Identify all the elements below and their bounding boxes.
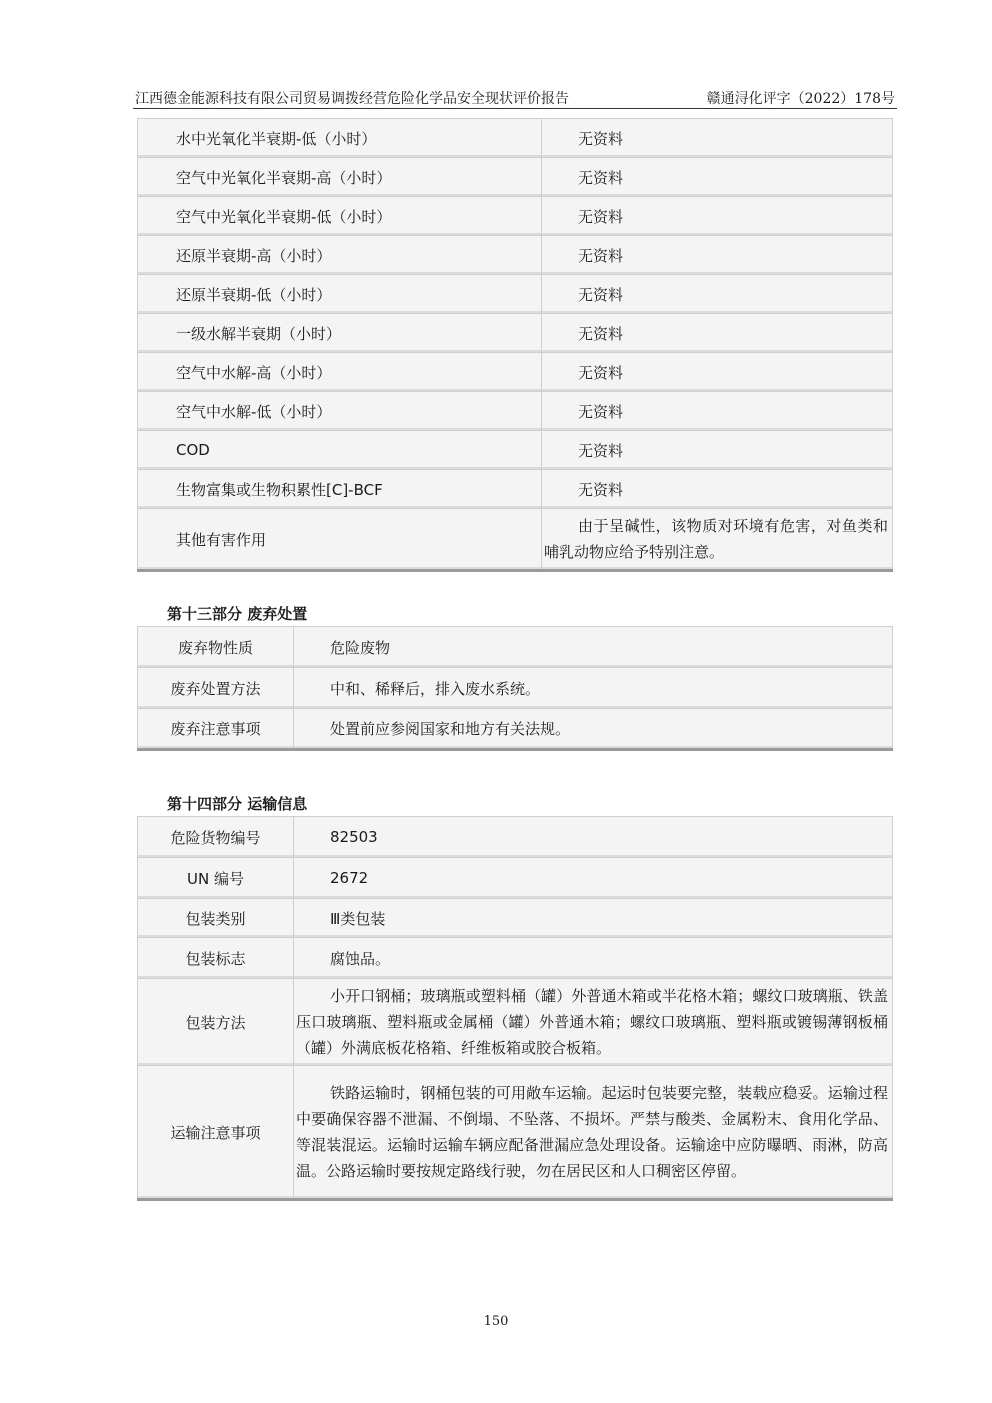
table-row — [138, 158, 893, 197]
row-value: 无资料 — [542, 353, 893, 392]
row-value: 无资料 — [542, 431, 893, 470]
row-key: COD — [138, 431, 542, 470]
row-key: 空气中光氧化半衰期-高（小时） — [138, 158, 542, 197]
page-number: 150 — [483, 1314, 509, 1329]
row-key: 空气中光氧化半衰期-低（小时） — [138, 197, 542, 236]
row-key: 还原半衰期-高（小时） — [138, 236, 542, 275]
row-key: 包装标志 — [138, 938, 294, 979]
row-value: 82503 — [294, 817, 893, 858]
section-14-title: 第十四部分 运输信息 — [167, 795, 308, 813]
table-row — [138, 709, 893, 750]
row-key: 水中光氧化半衰期-低（小时） — [138, 119, 542, 158]
table-row — [138, 119, 893, 158]
row-key: 运输注意事项 — [138, 1066, 294, 1200]
table-row — [138, 627, 893, 668]
row-key: UN 编号 — [138, 858, 294, 899]
row-value: 中和、稀释后，排入废水系统。 — [294, 668, 893, 709]
table-row — [138, 197, 893, 236]
document-number: 赣通浔化评字（2022）178号 — [706, 91, 895, 107]
row-value: Ⅲ类包装 — [294, 899, 893, 938]
table-row — [138, 314, 893, 353]
table-row — [138, 979, 893, 1066]
row-value: 铁路运输时，钢桶包装的可用敞车运输。起运时包装要完整，装载应稳妥。运输过程中要确保容器不泄漏、不倒塌、不坠落、不损坏。严禁与酸类、金属粉末、食用化学品、等混装混运。运输时运输车辆应配备泄漏应急处理设备。运输途中应防曝晒、雨淋，防高温。公路运输时要按规定路线行驶，勿在居民区和人口稠密区停留。 — [294, 1066, 893, 1200]
row-value: 无资料 — [542, 314, 893, 353]
row-key: 废弃处置方法 — [138, 668, 294, 709]
row-value: 无资料 — [542, 470, 893, 509]
row-value: 由于呈碱性，该物质对环境有危害，对鱼类和哺乳动物应给予特别注意。 — [542, 509, 893, 571]
row-value: 无资料 — [542, 197, 893, 236]
row-key: 生物富集或生物积累性[C]-BCF — [138, 470, 542, 509]
row-value: 腐蚀品。 — [294, 938, 893, 979]
ecology-table — [137, 118, 893, 572]
row-key: 一级水解半衰期（小时） — [138, 314, 542, 353]
row-key: 包装类别 — [138, 899, 294, 938]
row-key: 空气中水解-高（小时） — [138, 353, 542, 392]
row-value: 2672 — [294, 858, 893, 899]
report-title: 江西德金能源科技有限公司贸易调拨经营危险化学品安全现状评价报告 — [135, 91, 569, 107]
table-row — [138, 668, 893, 709]
page-header — [133, 86, 897, 109]
row-value: 小开口钢桶；玻璃瓶或塑料桶（罐）外普通木箱或半花格木箱；螺纹口玻璃瓶、铁盖压口玻璃瓶、塑料瓶或金属桶（罐）外普通木箱；螺纹口玻璃瓶、塑料瓶或镀锡薄钢板桶（罐）外满底板花格箱、纤维板箱或胶合板箱。 — [294, 979, 893, 1066]
row-value: 无资料 — [542, 119, 893, 158]
table-row — [138, 353, 893, 392]
table-row — [138, 509, 893, 571]
row-value: 无资料 — [542, 158, 893, 197]
row-value: 危险废物 — [294, 627, 893, 668]
row-key: 空气中水解-低（小时） — [138, 392, 542, 431]
row-value: 无资料 — [542, 392, 893, 431]
row-key: 其他有害作用 — [138, 509, 542, 571]
table-row — [138, 899, 893, 938]
row-key: 废弃注意事项 — [138, 709, 294, 750]
row-value: 处置前应参阅国家和地方有关法规。 — [294, 709, 893, 750]
table-row — [138, 392, 893, 431]
table-row — [138, 236, 893, 275]
row-key: 还原半衰期-低（小时） — [138, 275, 542, 314]
table-row — [138, 938, 893, 979]
table-row — [138, 817, 893, 858]
table-row — [138, 275, 893, 314]
row-key: 废弃物性质 — [138, 627, 294, 668]
table-row — [138, 470, 893, 509]
transport-table — [137, 816, 893, 1201]
table-row — [138, 1066, 893, 1200]
row-value: 无资料 — [542, 236, 893, 275]
disposal-table — [137, 626, 893, 751]
section-13-title: 第十三部分 废弃处置 — [167, 605, 308, 623]
row-key: 包装方法 — [138, 979, 294, 1066]
table-row — [138, 858, 893, 899]
row-value: 无资料 — [542, 275, 893, 314]
row-key: 危险货物编号 — [138, 817, 294, 858]
table-row — [138, 431, 893, 470]
